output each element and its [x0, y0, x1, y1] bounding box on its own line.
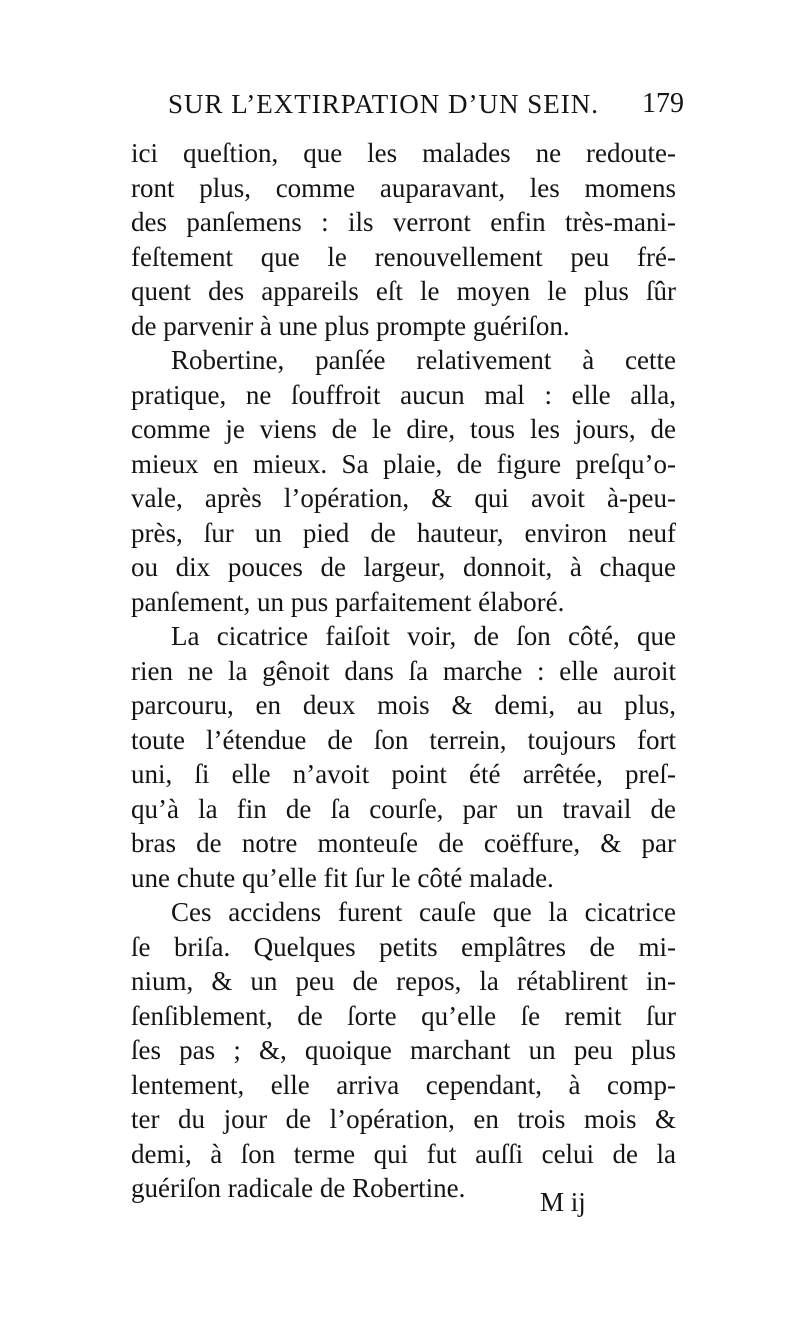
- text-line: qu’à la fin de ſa courſe, par un travail de: [131, 793, 676, 824]
- text-line: parcouru, en deux mois & demi, au plus,: [131, 690, 676, 720]
- text-line: bras de notre monteuſe de coëffure, & par: [131, 828, 676, 858]
- paragraph-start-line: La cicatrice faiſoit voir, de ſon côté, que: [171, 621, 676, 651]
- text-line: rien ne la gênoit dans ſa marche : elle auroit: [131, 655, 676, 686]
- text-line: ſenſiblement, de ſorte qu’elle ſe remit ſur: [131, 1000, 676, 1031]
- text-line: pratique, ne ſouffroit aucun mal : elle alla,: [131, 379, 676, 410]
- text-line: de parvenir à une plus prompte guériſon.: [131, 310, 570, 341]
- text-line: ou dix pouces de largeur, donnoit, à chaque: [131, 552, 676, 582]
- page-number: 179: [642, 88, 684, 119]
- text-line: ici queſtion, que les malades ne redoute-: [131, 138, 676, 168]
- text-line: feſtement que le renouvellement peu fré-: [131, 241, 676, 272]
- paragraph-start-line: Ces accidens furent cauſe que la cicatrice: [171, 897, 676, 927]
- running-head: [168, 84, 684, 124]
- text-line: nium, & un peu de repos, la rétablirent in-: [131, 966, 676, 996]
- text-line: ſe briſa. Quelques petits emplâtres de mi-: [131, 931, 676, 962]
- text-line: uni, ſi elle n’avoit point été arrêtée, preſ-: [131, 759, 676, 789]
- text-line: comme je viens de le dire, tous les jours, de: [131, 414, 676, 444]
- text-line: ront plus, comme auparavant, les momens: [131, 172, 676, 203]
- text-line: quent des appareils eſt le moyen le plus ſûr: [131, 276, 676, 306]
- text-line: toute l’étendue de ſon terrein, toujours fort: [131, 724, 676, 755]
- text-line: près, ſur un pied de hauteur, environ neuf: [131, 517, 676, 548]
- text-line: guériſon radicale de Robertine.: [131, 1173, 466, 1203]
- text-line: ter du jour de l’opération, en trois mois &: [131, 1104, 676, 1134]
- paragraph-start-line: Robertine, panſée relativement à cette: [171, 345, 676, 375]
- text-line: une chute qu’elle fit ſur le côté malade.: [131, 862, 554, 893]
- text-line: ſes pas ; &, quoique marchant un peu plus: [131, 1035, 676, 1065]
- signature-mark: M ij: [540, 1187, 586, 1217]
- running-title: SUR L’EXTIRPATION D’UN SEIN.: [168, 89, 600, 119]
- text-line: lentement, elle arriva cependant, à comp-: [131, 1069, 676, 1100]
- text-line: demi, à ſon terme qui fut auſſi celui de la: [131, 1138, 676, 1169]
- text-line: mieux en mieux. Sa plaie, de figure preſqu’o-: [131, 448, 676, 479]
- body-text: [131, 136, 676, 1206]
- text-line: panſement, un pus parfaitement élaboré.: [131, 586, 565, 617]
- text-line: vale, après l’opération, & qui avoit à-peu-: [131, 483, 676, 513]
- text-line: des panſemens : ils verront enfin très-mani-: [131, 207, 676, 237]
